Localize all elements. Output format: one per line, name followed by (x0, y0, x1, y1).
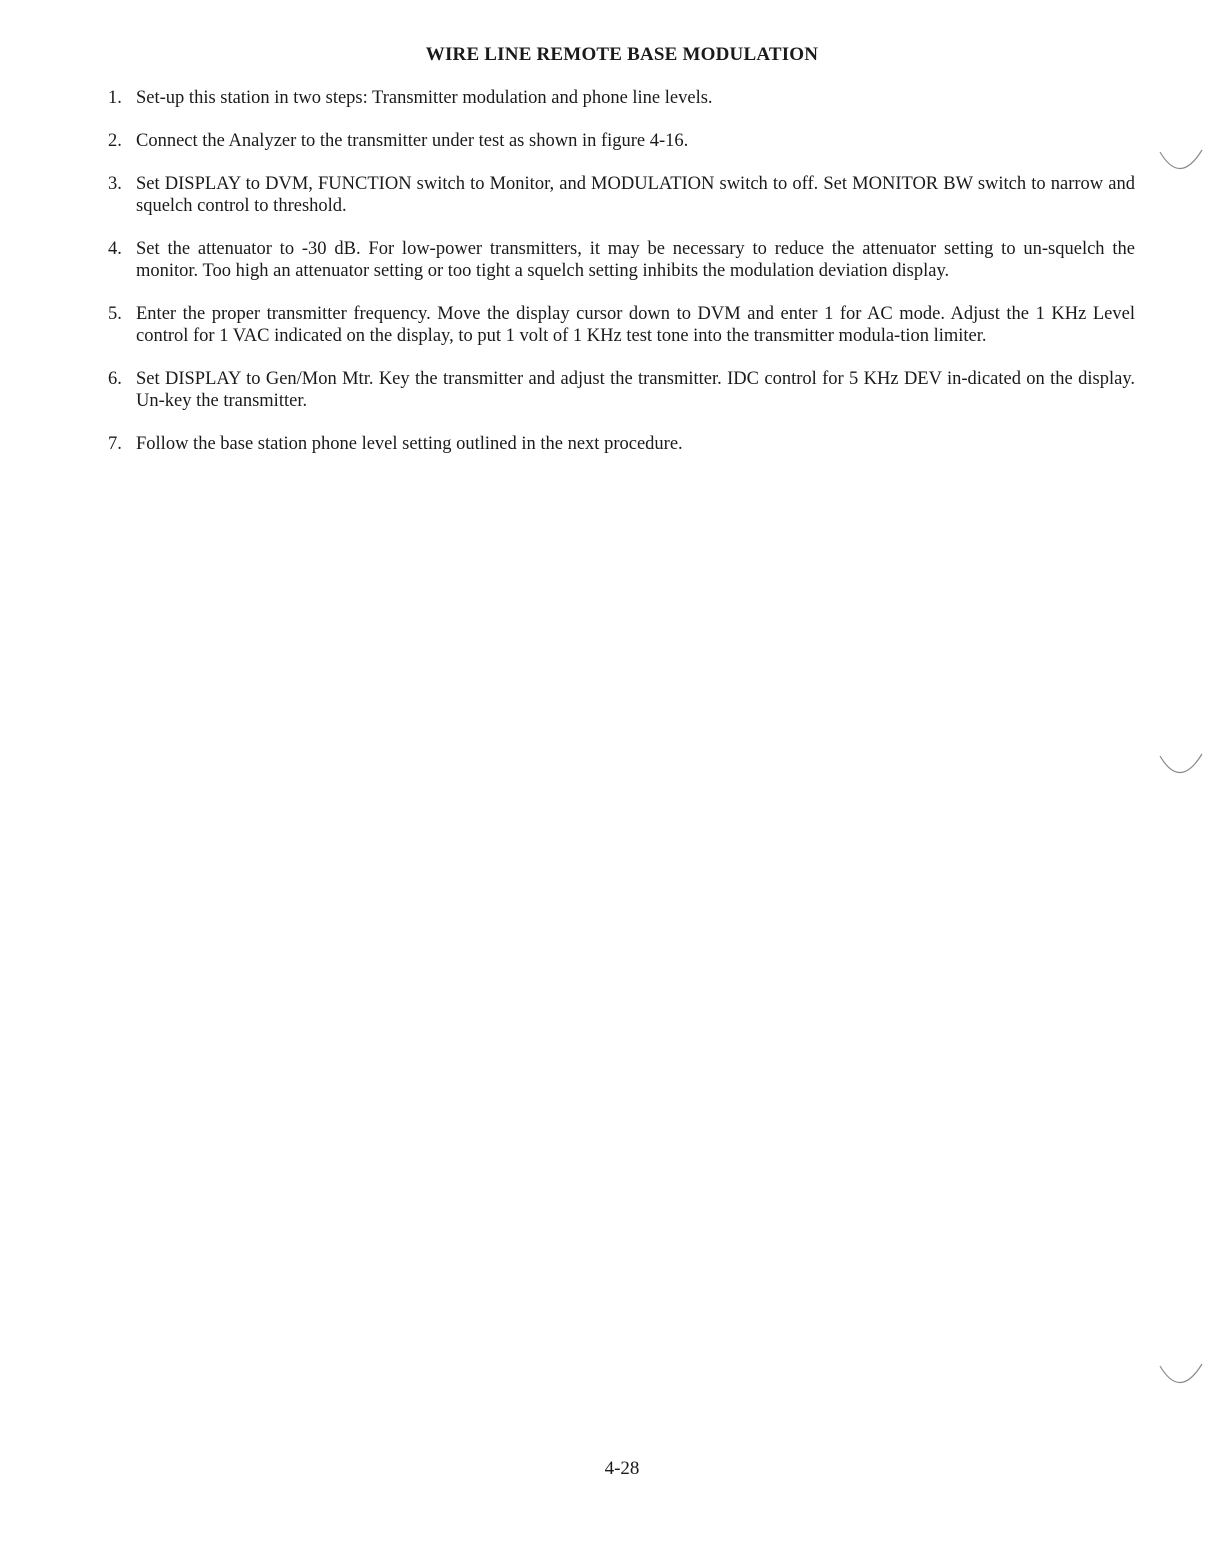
step-number: 3. (108, 174, 122, 194)
step-text: Set the attenuator to -30 dB. For low-power transmitters, it may be necessary to reduce the attenuator setting to un-squelch the monitor. Too high an attenuator setting or too tight a squelch setting inhibits the modulation deviation display. (136, 239, 1135, 281)
step-text: Connect the Analyzer to the transmitter under test as shown in figure 4-16. (136, 131, 689, 151)
step-item (108, 303, 1135, 347)
step-number: 7. (108, 434, 122, 454)
step-number: 6. (108, 369, 122, 389)
step-number: 2. (108, 131, 122, 151)
step-item (108, 173, 1135, 217)
step-item (108, 433, 1135, 455)
step-text: Set DISPLAY to DVM, FUNCTION switch to Monitor, and MODULATION switch to off. Set MONITOR BW switch to narrow and squelch control to threshold. (136, 174, 1135, 216)
step-text: Set DISPLAY to Gen/Mon Mtr. Key the transmitter and adjust the transmitter. IDC control for 5 KHz DEV in-dicated on the display. Un-key the transmitter. (136, 369, 1135, 411)
procedure-steps (108, 87, 1135, 476)
step-number: 1. (108, 88, 122, 108)
binder-hole-mark (1158, 148, 1204, 178)
step-text: Enter the proper transmitter frequency. Move the display cursor down to DVM and enter 1 for AC mode. Adjust the 1 KHz Level control for 1 VAC indicated on the display, to put 1 volt of 1 KHz test tone into the transmitter modula-tion limiter. (136, 304, 1135, 346)
step-item (108, 238, 1135, 282)
step-item (108, 130, 1135, 152)
step-number: 4. (108, 239, 122, 259)
binder-hole-mark (1158, 752, 1204, 782)
step-item (108, 87, 1135, 109)
binder-hole-mark (1158, 1362, 1204, 1392)
step-item (108, 368, 1135, 412)
step-text: Follow the base station phone level setting outlined in the next procedure. (136, 434, 683, 454)
step-text: Set-up this station in two steps: Transmitter modulation and phone line levels. (136, 88, 713, 108)
page-number: 4-28 (604, 1458, 640, 1479)
step-number: 5. (108, 304, 122, 324)
page-title: WIRE LINE REMOTE BASE MODULATION (425, 44, 819, 65)
